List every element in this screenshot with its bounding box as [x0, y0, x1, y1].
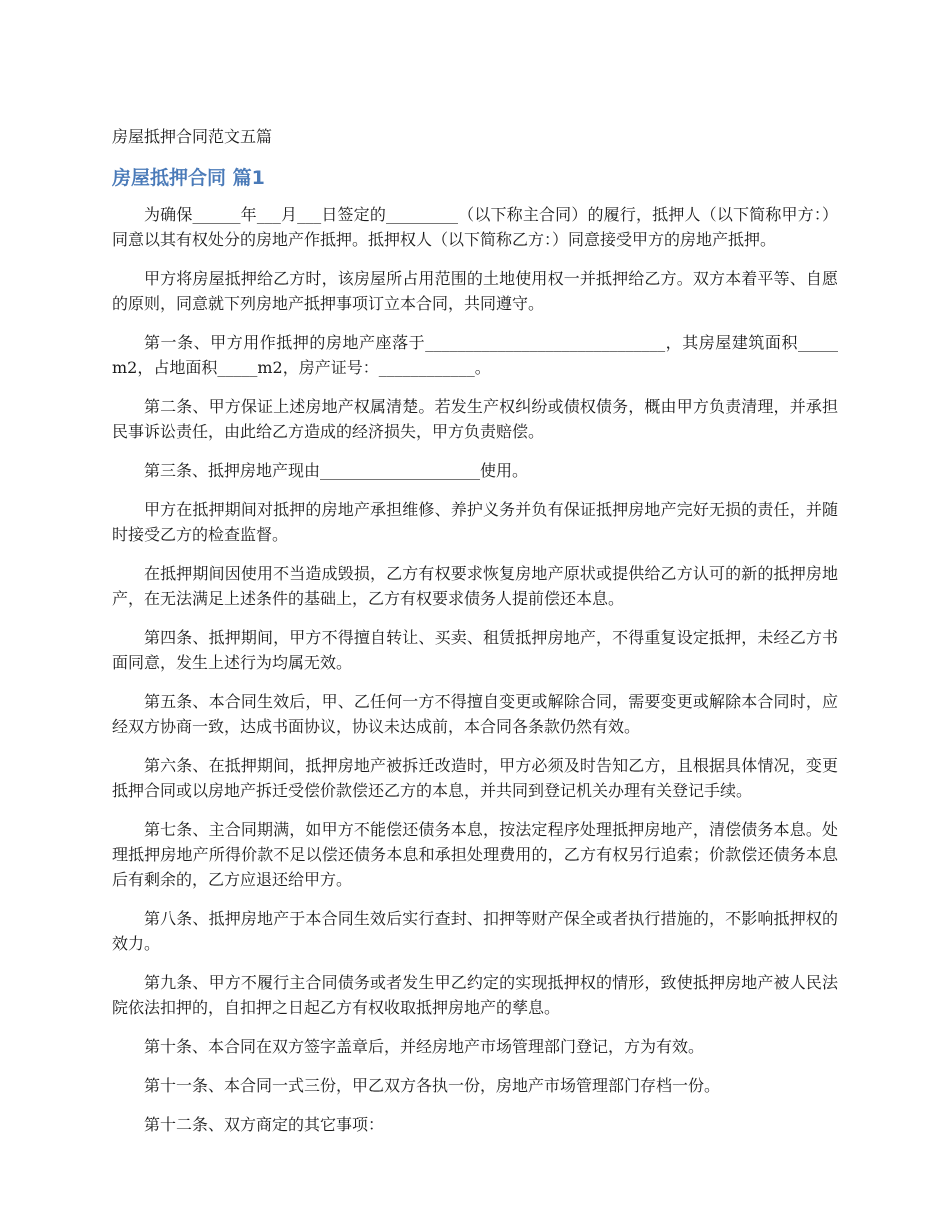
paragraph-article-11: 第十一条、本合同一式三份，甲乙双方各执一份，房地产市场管理部门存档一份。	[144, 1076, 721, 1095]
paragraph: 在抵押期间因使用不当造成毁损，乙方有权要求恢复房地产原状或提供给乙方认可的新的抵押房地产，在无法满足上述条件的基础上，乙方有权要求债务人提前偿还本息。	[112, 564, 838, 608]
document-title: 房屋抵押合同范文五篇	[112, 127, 273, 146]
paragraph-article-1: 第一条、甲方用作抵押的房地产座落于______________________________，其房屋建筑面积_____m2，占地面积_____m2，房产证号：____________。	[112, 333, 838, 377]
paragraph-article-9: 第九条、甲方不履行主合同债务或者发生甲乙约定的实现抵押权的情形，致使抵押房地产被人民法院依法扣押的，自扣押之日起乙方有权收取抵押房地产的孳息。	[112, 973, 838, 1017]
paragraph: 甲方将房屋抵押给乙方时，该房屋所占用范围的土地使用权一并抵押给乙方。双方本着平等、自愿的原则，同意就下列房地产抵押事项订立本合同，共同遵守。	[112, 269, 838, 313]
paragraph-article-3: 第三条、抵押房地产现由____________________使用。	[144, 461, 529, 480]
paragraph-article-7: 第七条、主合同期满，如甲方不能偿还债务本息，按法定程序处理抵押房地产，清偿债务本息。处理抵押房地产所得价款不足以偿还债务本息和承担处理费用的，乙方有权另行追索；价款偿还债务本息后有剩余的，乙方应退还给甲方。	[112, 820, 838, 889]
paragraph-article-5: 第五条、本合同生效后，甲、乙任何一方不得擅自变更或解除合同，需要变更或解除本合同时，应经双方协商一致，达成书面协议，协议未达成前，本合同各条款仍然有效。	[112, 692, 838, 736]
paragraph-article-4: 第四条、抵押期间，甲方不得擅自转让、买卖、租赁抵押房地产，不得重复设定抵押，未经乙方书面同意，发生上述行为均属无效。	[112, 628, 838, 672]
paragraph-article-8: 第八条、抵押房地产于本合同生效后实行查封、扣押等财产保全或者执行措施的，不影响抵押权的效力。	[112, 909, 838, 953]
paragraph: 为确保______年___月___日签定的_________（以下称主合同）的履行，抵押人（以下简称甲方：）同意以其有权处分的房地产作抵押。抵押权人（以下简称乙方：）同意接受甲方的房地产抵押。	[112, 205, 838, 249]
paragraph-article-2: 第二条、甲方保证上述房地产权属清楚。若发生产权纠纷或债权债务，概由甲方负责清理，并承担民事诉讼责任，由此给乙方造成的经济损失，甲方负责赔偿。	[112, 397, 838, 441]
paragraph-article-6: 第六条、在抵押期间，抵押房地产被拆迁改造时，甲方必须及时告知乙方，且根据具体情况，变更抵押合同或以房地产拆迁受偿价款偿还乙方的本息，并共同到登记机关办理有关登记手续。	[112, 756, 838, 800]
paragraph: 甲方在抵押期间对抵押的房地产承担维修、养护义务并负有保证抵押房地产完好无损的责任，并随时接受乙方的检查监督。	[112, 500, 838, 544]
section-heading: 房屋抵押合同 篇1	[112, 167, 265, 189]
paragraph-article-10: 第十条、本合同在双方签字盖章后，并经房地产市场管理部门登记，方为有效。	[144, 1037, 705, 1056]
paragraph-article-12: 第十二条、双方商定的其它事项：	[144, 1115, 385, 1134]
document-body	[112, 202, 838, 1151]
